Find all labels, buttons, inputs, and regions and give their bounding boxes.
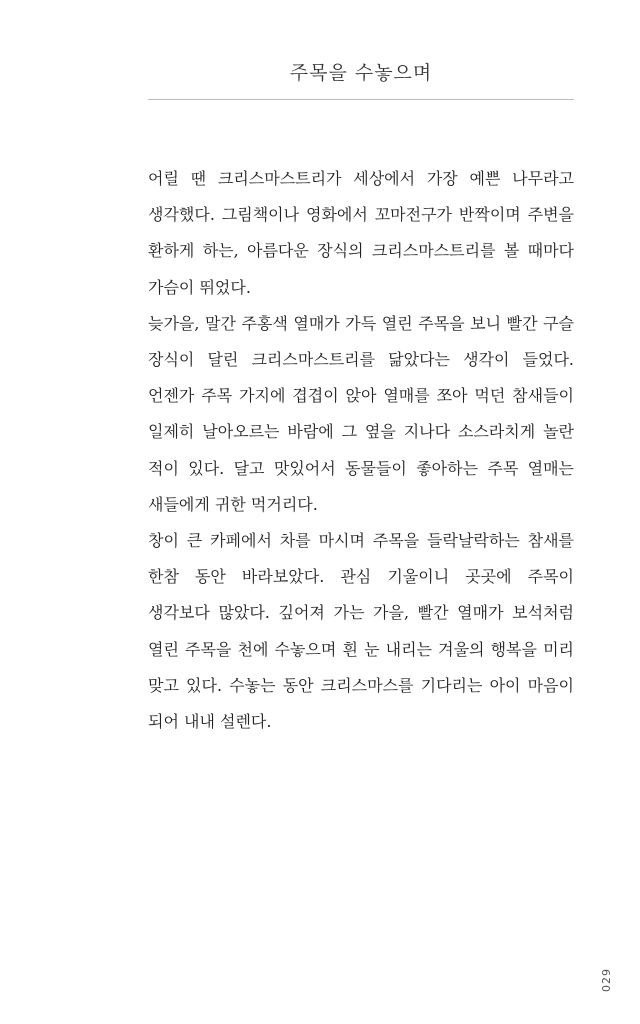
- paragraph-1: 어릴 땐 크리스마스트리가 세상에서 가장 예쁜 나무라고 생각했다. 그림책이나 영화에서 꼬마전구가 반짝이며 주변을 환하게 하는, 아름다운 장식의 크리스마스트리를 볼 때마다 가슴이 뛰었다.: [148, 169, 574, 297]
- paragraph-3: 창이 큰 카페에서 차를 마시며 주목을 들락날락하는 참새를 한참 동안 바라보았다. 관심 기울이니 곳곳에 주목이 생각보다 많았다. 깊어져 가는 가을, 빨간 열매가 보석처럼 열린 주목을 천에 수놓으며 흰 눈 내리는 겨울의 행복을 미리 맞고 있다. 수놓는 동안 크리스마스를 기다리는 아이 마음이 되어 내내 설렌다.: [148, 531, 574, 732]
- paragraph-2: 늦가을, 말간 주홍색 열매가 가득 열린 주목을 보니 빨간 구슬 장식이 달린 크리스마스트리를 닮았다는 생각이 들었다. 언젠가 주목 가지에 겹겹이 앉아 열매를 쪼아 먹던 참새들이 일제히 날아오르는 바람에 그 옆을 지나다 소스라치게 놀란 적이 있다. 달고 맛있어서 동물들이 좋아하는 주목 열매는 새들에게 귀한 먹거리다.: [148, 313, 574, 514]
- body-text: [148, 161, 574, 740]
- title-divider: [148, 99, 574, 100]
- page-title: 주목을 수놓으며: [289, 62, 433, 84]
- page-number: 029: [600, 968, 613, 992]
